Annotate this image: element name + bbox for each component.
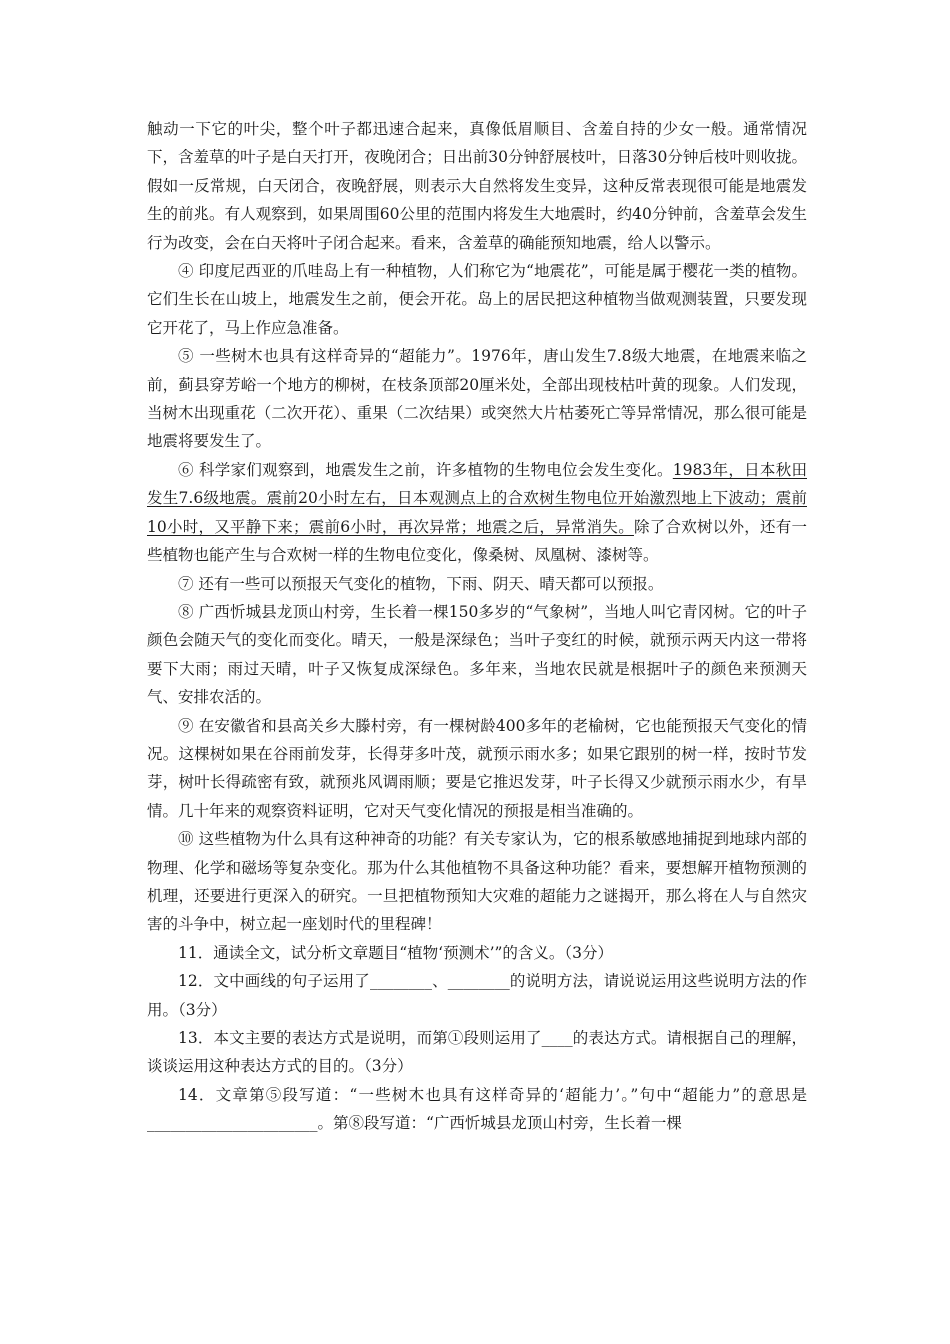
text-run: 14．文章第⑤段写道：“一些树木也具有这样奇异的‘超能力’。”句中“超能力”的意思是______________________。第⑧段写道：“广西忻城县龙顶山村旁，生长着一棵 <box>147 1085 807 1133</box>
text-run: 13．本文主要的表达方式是说明，而第①段则运用了____的表达方式。请根据自己的理解，谈谈运用这种表达方式的目的。（3分） <box>147 1029 807 1076</box>
paragraph-p6 <box>147 456 807 570</box>
text-run: 触动一下它的叶尖，整个叶子都迅速合起来，真像低眉顺目、含羞自持的少女一般。通常情况下，含羞草的叶子是白天打开，夜晚闭合；日出前30分钟舒展枝叶，日落30分钟后枝叶则收拢。假如一反常规，白天闭合，夜晚舒展，则表示大自然将发生变异，这种反常表现很可能是地震发生的前兆。有人观察到，如果周围60公里的范围内将发生大地震时，约40分钟前，含羞草会发生行为改变，会在白天将叶子闭合起来。看来，含羞草的确能预知地震，给人以警示。 <box>147 120 807 252</box>
text-run: ⑩ 这些植物为什么具有这种神奇的功能？有关专家认为，它的根系敏感地捕捉到地球内部的物理、化学和磁场等复杂变化。那为什么其他植物不具备这种功能？看来，要想解开植物预测的机理，还要进行更深入的研究。一旦把植物预知大灾难的超能力之谜揭开，那么将在人与自然灾害的斗争中，树立起一座划时代的里程碑！ <box>147 830 807 934</box>
paragraph-p10 <box>147 825 807 939</box>
question-14 <box>147 1081 807 1138</box>
text-run: ⑤ 一些树木也具有这样奇异的“超能力”。1976年，唐山发生7.8级大地震，在地震来临之前，蓟县穿芳峪一个地方的柳树，在枝条顶部20厘米处，全部出现枝枯叶黄的现象。人们发现，当树木出现重花（二次开花）、重果（二次结果）或突然大片枯萎死亡等异常情况，那么很可能是地震将要发生了。 <box>147 347 807 451</box>
question-12 <box>147 967 807 1024</box>
question-11 <box>147 939 807 967</box>
text-run: ④ 印度尼西亚的爪哇岛上有一种植物，人们称它为“地震花”，可能是属于樱花一类的植物。它们生长在山坡上，地震发生之前，便会开花。岛上的居民把这种植物当做观测装置，只要发现它开花了，马上作应急准备。 <box>147 262 807 337</box>
text-run: 除了合欢树以外，还有一些植物也能产生与合欢树一样的生物电位变化，像桑树、凤凰树、漆树等。 <box>147 517 807 565</box>
paragraph-p2_cont <box>147 115 807 257</box>
paragraph-p9 <box>147 712 807 826</box>
text-run: ⑦ 还有一些可以预报天气变化的植物，下雨、阴天、晴天都可以预报。 <box>178 574 664 593</box>
text-run: 11．通读全文，试分析文章题目“植物‘预测术’”的含义。（3分） <box>178 943 614 962</box>
text-run: ⑥ 科学家们观察到，地震发生之前，许多植物的生物电位会发生变化。 <box>178 460 673 479</box>
text-run: 12．文中画线的句子运用了________、________的说明方法，请说说运用这些说明方法的作用。（3分） <box>147 972 807 1019</box>
paragraph-p7 <box>147 570 807 598</box>
text-run: ⑨ 在安徽省和县高关乡大滕村旁，有一棵树龄400多年的老榆树，它也能预报天气变化的情况。这棵树如果在谷雨前发芽，长得芽多叶茂，就预示雨水多；如果它跟别的树一样，按时节发芽，树叶长得疏密有致，就预兆风调雨顺；要是它推迟发芽，叶子长得又少就预示雨水少，有旱情。几十年来的观察资料证明，它对天气变化情况的预报是相当准确的。 <box>147 716 807 820</box>
question-13 <box>147 1024 807 1081</box>
paragraph-p5 <box>147 342 807 456</box>
text-run: ⑧ 广西忻城县龙顶山村旁，生长着一棵150多岁的“气象树”，当地人叫它青冈树。它的叶子颜色会随天气的变化而变化。晴天，一般是深绿色；当叶子变红的时候，就预示两天内这一带将要下大雨；雨过天晴，叶子又恢复成深绿色。多年来，当地农民就是根据叶子的颜色来预测天气、安排农活的。 <box>147 602 807 707</box>
paragraph-p4 <box>147 257 807 342</box>
underlined-sentence: 1983年，日本秋田发生7.6级地震。震前20小时左右，日本观测点上的合欢树生物电位开始激烈地上下波动；震前10小时，又平静下来；震前6小时，再次异常；地震之后，异常消失。 <box>147 460 807 536</box>
article-body <box>147 115 807 1138</box>
paragraph-p8 <box>147 598 807 712</box>
